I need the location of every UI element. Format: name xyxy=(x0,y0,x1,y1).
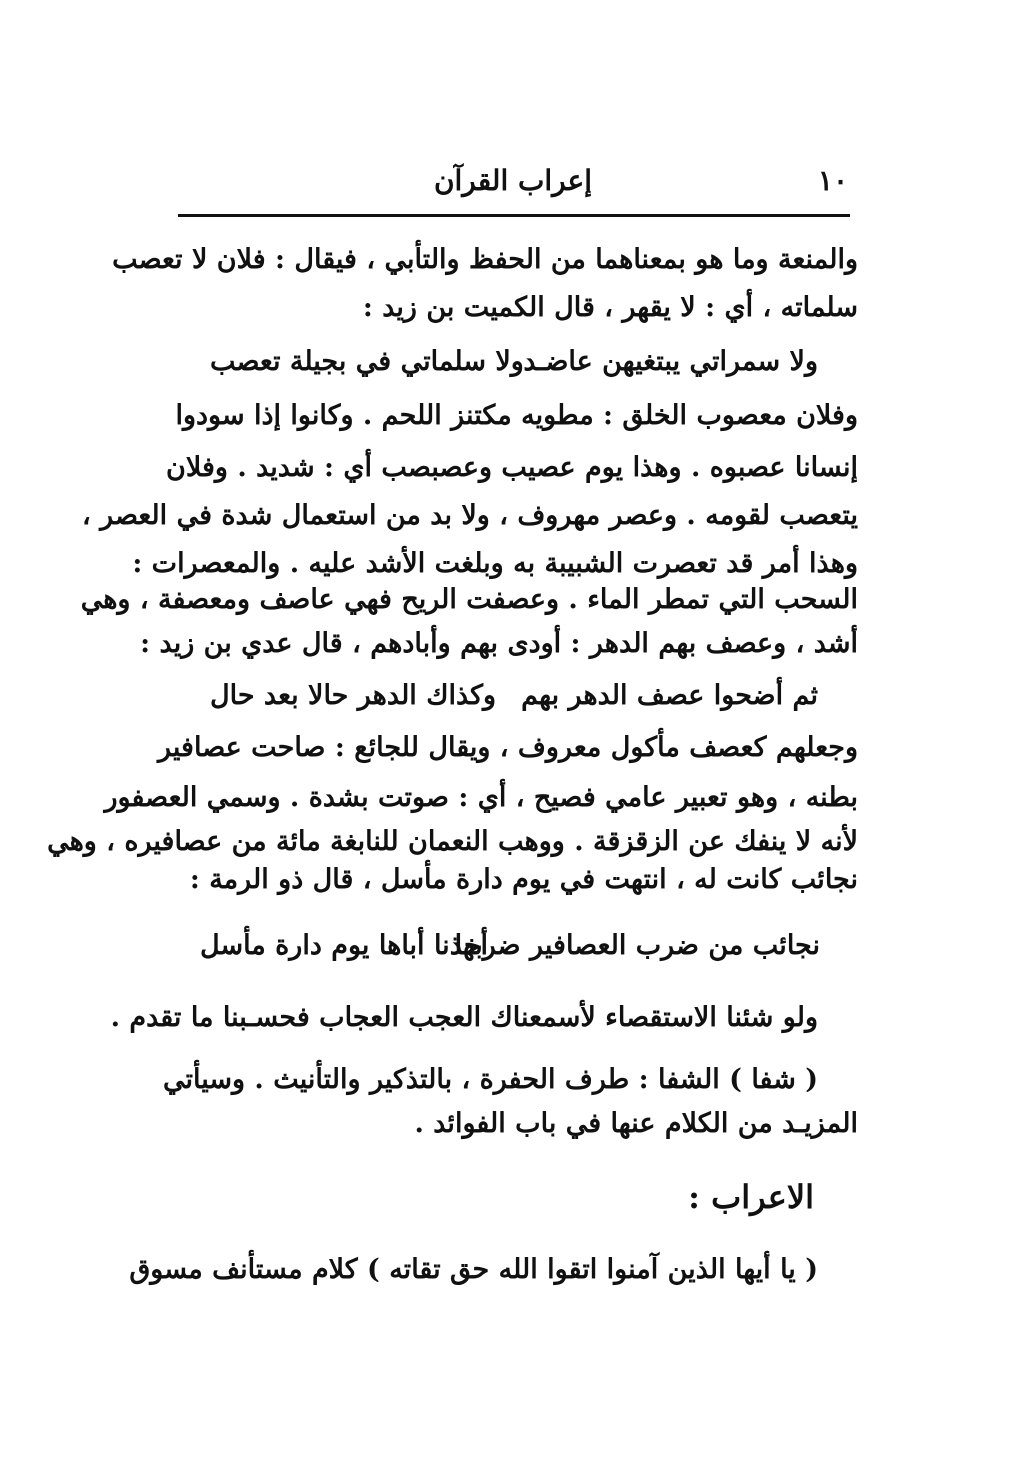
page-header xyxy=(178,160,848,208)
text-line: يتعصب لقومه . وعصر مهروف ، ولا بد من استعمال شدة في العصر ، xyxy=(81,500,858,531)
text-line: ( شفا ) الشفا : طرف الحفرة ، بالتذكير والتأنيث . وسيأتي xyxy=(162,1064,818,1095)
text-line: المزيـد من الكلام عنها في باب الفوائد . xyxy=(414,1108,858,1139)
text-line: ولو شئنا الاستقصاء لأسمعناك العجب العجاب فحسـبنا ما تقدم . xyxy=(110,1002,818,1033)
text-line: نجائب كانت له ، انتهت في يوم دارة مأسل ، قال ذو الرمة : xyxy=(189,864,858,895)
text-line: السحب التي تمطر الماء . وعصفت الريح فهي عاصف ومعصفة ، وهي xyxy=(80,584,858,615)
text-line: إنسانا عصبوه . وهذا يوم عصيب وعصبصب أي : شديد . وفلان xyxy=(166,452,858,483)
verse-second-hemistich: أخذنا أباها يوم دارة مأسل xyxy=(200,930,489,961)
text-line: والمنعة وما هو بمعناهما من الحفظ والتأبي ، فيقال : فلان لا تعصب xyxy=(112,244,858,275)
text-line: بطنه ، وهو تعبير عامي فصيح ، أي : صوتت بشدة . وسمي العصفور xyxy=(104,782,858,813)
text-line: سلماته ، أي : لا يقهر ، قال الكميت بن زيد : xyxy=(362,292,858,323)
running-title: إعراب القرآن xyxy=(433,164,593,197)
verse-first-hemistich: ثم أضحوا عصف الدهر بهم xyxy=(521,680,818,711)
verse-second-hemistich: وكذاك الدهر حالا بعد حال xyxy=(210,680,497,711)
text-line: وفلان معصوب الخلق : مطويه مكتنز اللحم . وكانوا إذا سودوا xyxy=(175,400,858,431)
text-line: أشد ، وعصف بهم الدهر : أودى بهم وأبادهم ، قال عدي بن زيد : xyxy=(140,628,858,659)
verse-second-hemistich: ولا سلماتي في بجيلة تعصب xyxy=(210,346,524,377)
page-number: ١٠ xyxy=(817,164,848,197)
text-line: وجعلهم كعصف مأكول معروف ، ويقال للجائع : صاحت عصافير xyxy=(158,732,858,763)
text-line: لأنه لا ينفك عن الزقزقة . ووهب النعمان للنابغة مائة من عصافيره ، وهي xyxy=(47,826,858,857)
header-rule xyxy=(178,214,850,217)
section-heading: الاعراب : xyxy=(688,1178,814,1216)
text-line: ( يا أيها الذين آمنوا اتقوا الله حق تقاته ) كلام مستأنف مسوق xyxy=(129,1254,818,1285)
text-line: وهذا أمر قد تعصرت الشبيبة به وبلغت الأشد عليه . والمعصرات : xyxy=(132,548,858,579)
verse-first-hemistich: نجائب من ضرب العصافير ضربها xyxy=(454,930,820,961)
verse-first-hemistich: ولا سمراتي يبتغيهن عاضـد xyxy=(523,346,818,377)
